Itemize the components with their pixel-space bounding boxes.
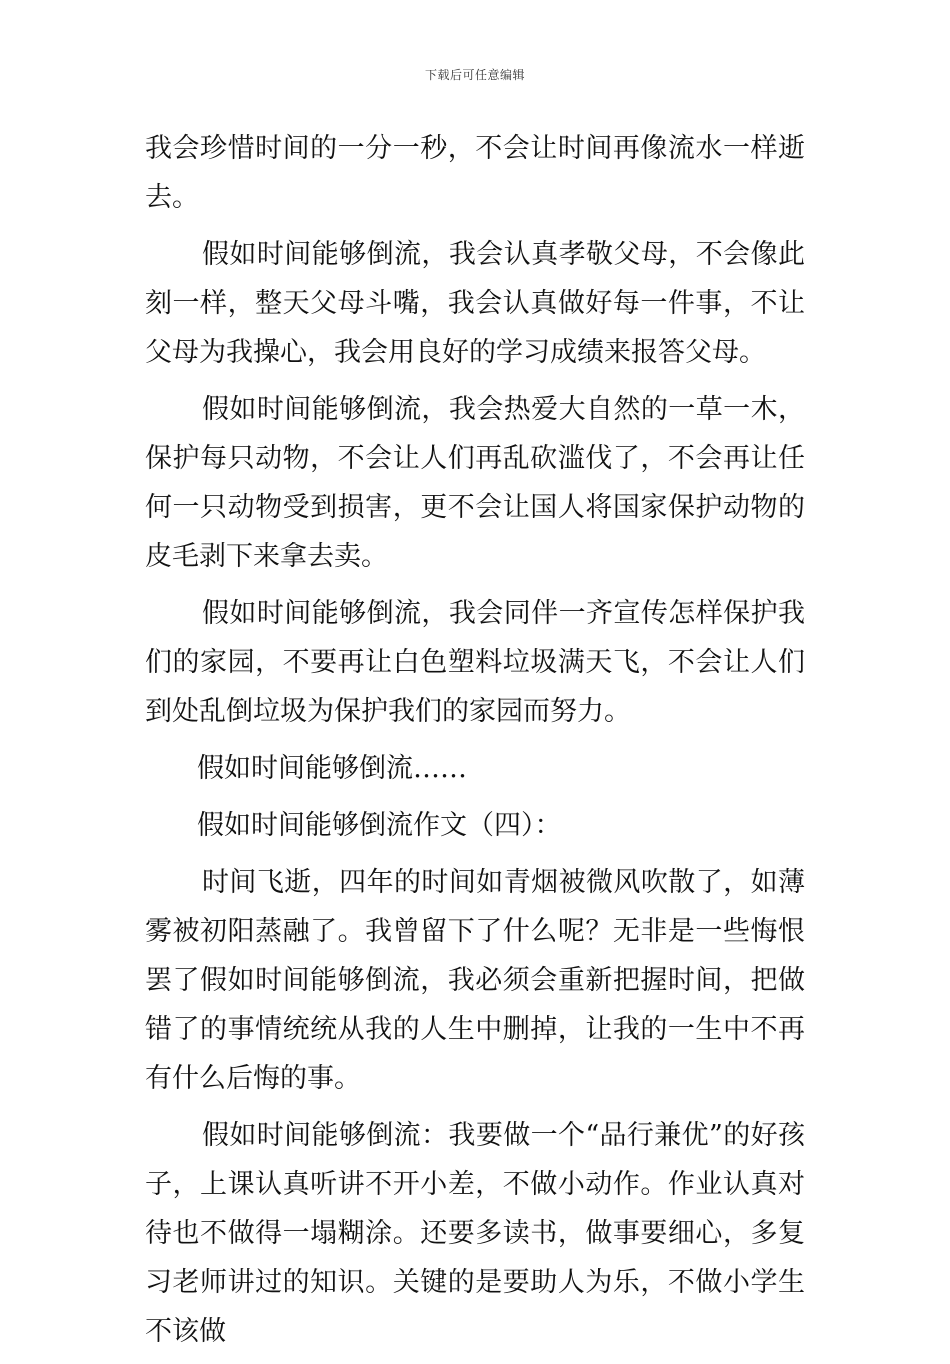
document-body: [145, 124, 805, 1364]
paragraph-8: 假如时间能够倒流：我要做一个“品行兼优”的好孩子，上课认真听讲不开小差，不做小动作。作业认真对待也不做得一塌糊涂。还要多读书，做事要细心，多复习老师讲过的知识。关键的是要助人为乐，不做小学生不该做: [145, 1120, 805, 1347]
paragraph-7: 时间飞逝，四年的时间如青烟被微风吹散了，如薄雾被初阳蒸融了。我曾留下了什么呢？无非是一些悔恨罢了假如时间能够倒流，我必须会重新把握时间，把做错了的事情统统从我的人生中删掉，让我的一生中不再有什么后悔的事。: [145, 867, 805, 1094]
paragraph-2: 假如时间能够倒流，我会认真孝敬父母，不会像此刻一样，整天父母斗嘴，我会认真做好每一件事，不让父母为我操心，我会用良好的学习成绩来报答父母。: [145, 239, 805, 368]
paragraph-3: 假如时间能够倒流，我会热爱大自然的一草一木，保护每只动物，不会让人们再乱砍滥伐了，不会再让任何一只动物受到损害，更不会让国人将国家保护动物的皮毛剥下来拿去卖。: [145, 394, 805, 572]
page-header: 下载后可任意编辑: [424, 68, 525, 82]
paragraph-1: 我会珍惜时间的一分一秒，不会让时间再像流水一样逝去。: [145, 133, 805, 213]
paragraph-4: 假如时间能够倒流，我会同伴一齐宣传怎样保护我们的家园，不要再让白色塑料垃圾满天飞，不会让人们到处乱倒垃圾为保护我们的家园而努力。: [145, 598, 805, 727]
paragraph-5: 假如时间能够倒流……: [197, 753, 467, 784]
paragraph-6-heading: 假如时间能够倒流作文（四）：: [197, 810, 562, 841]
